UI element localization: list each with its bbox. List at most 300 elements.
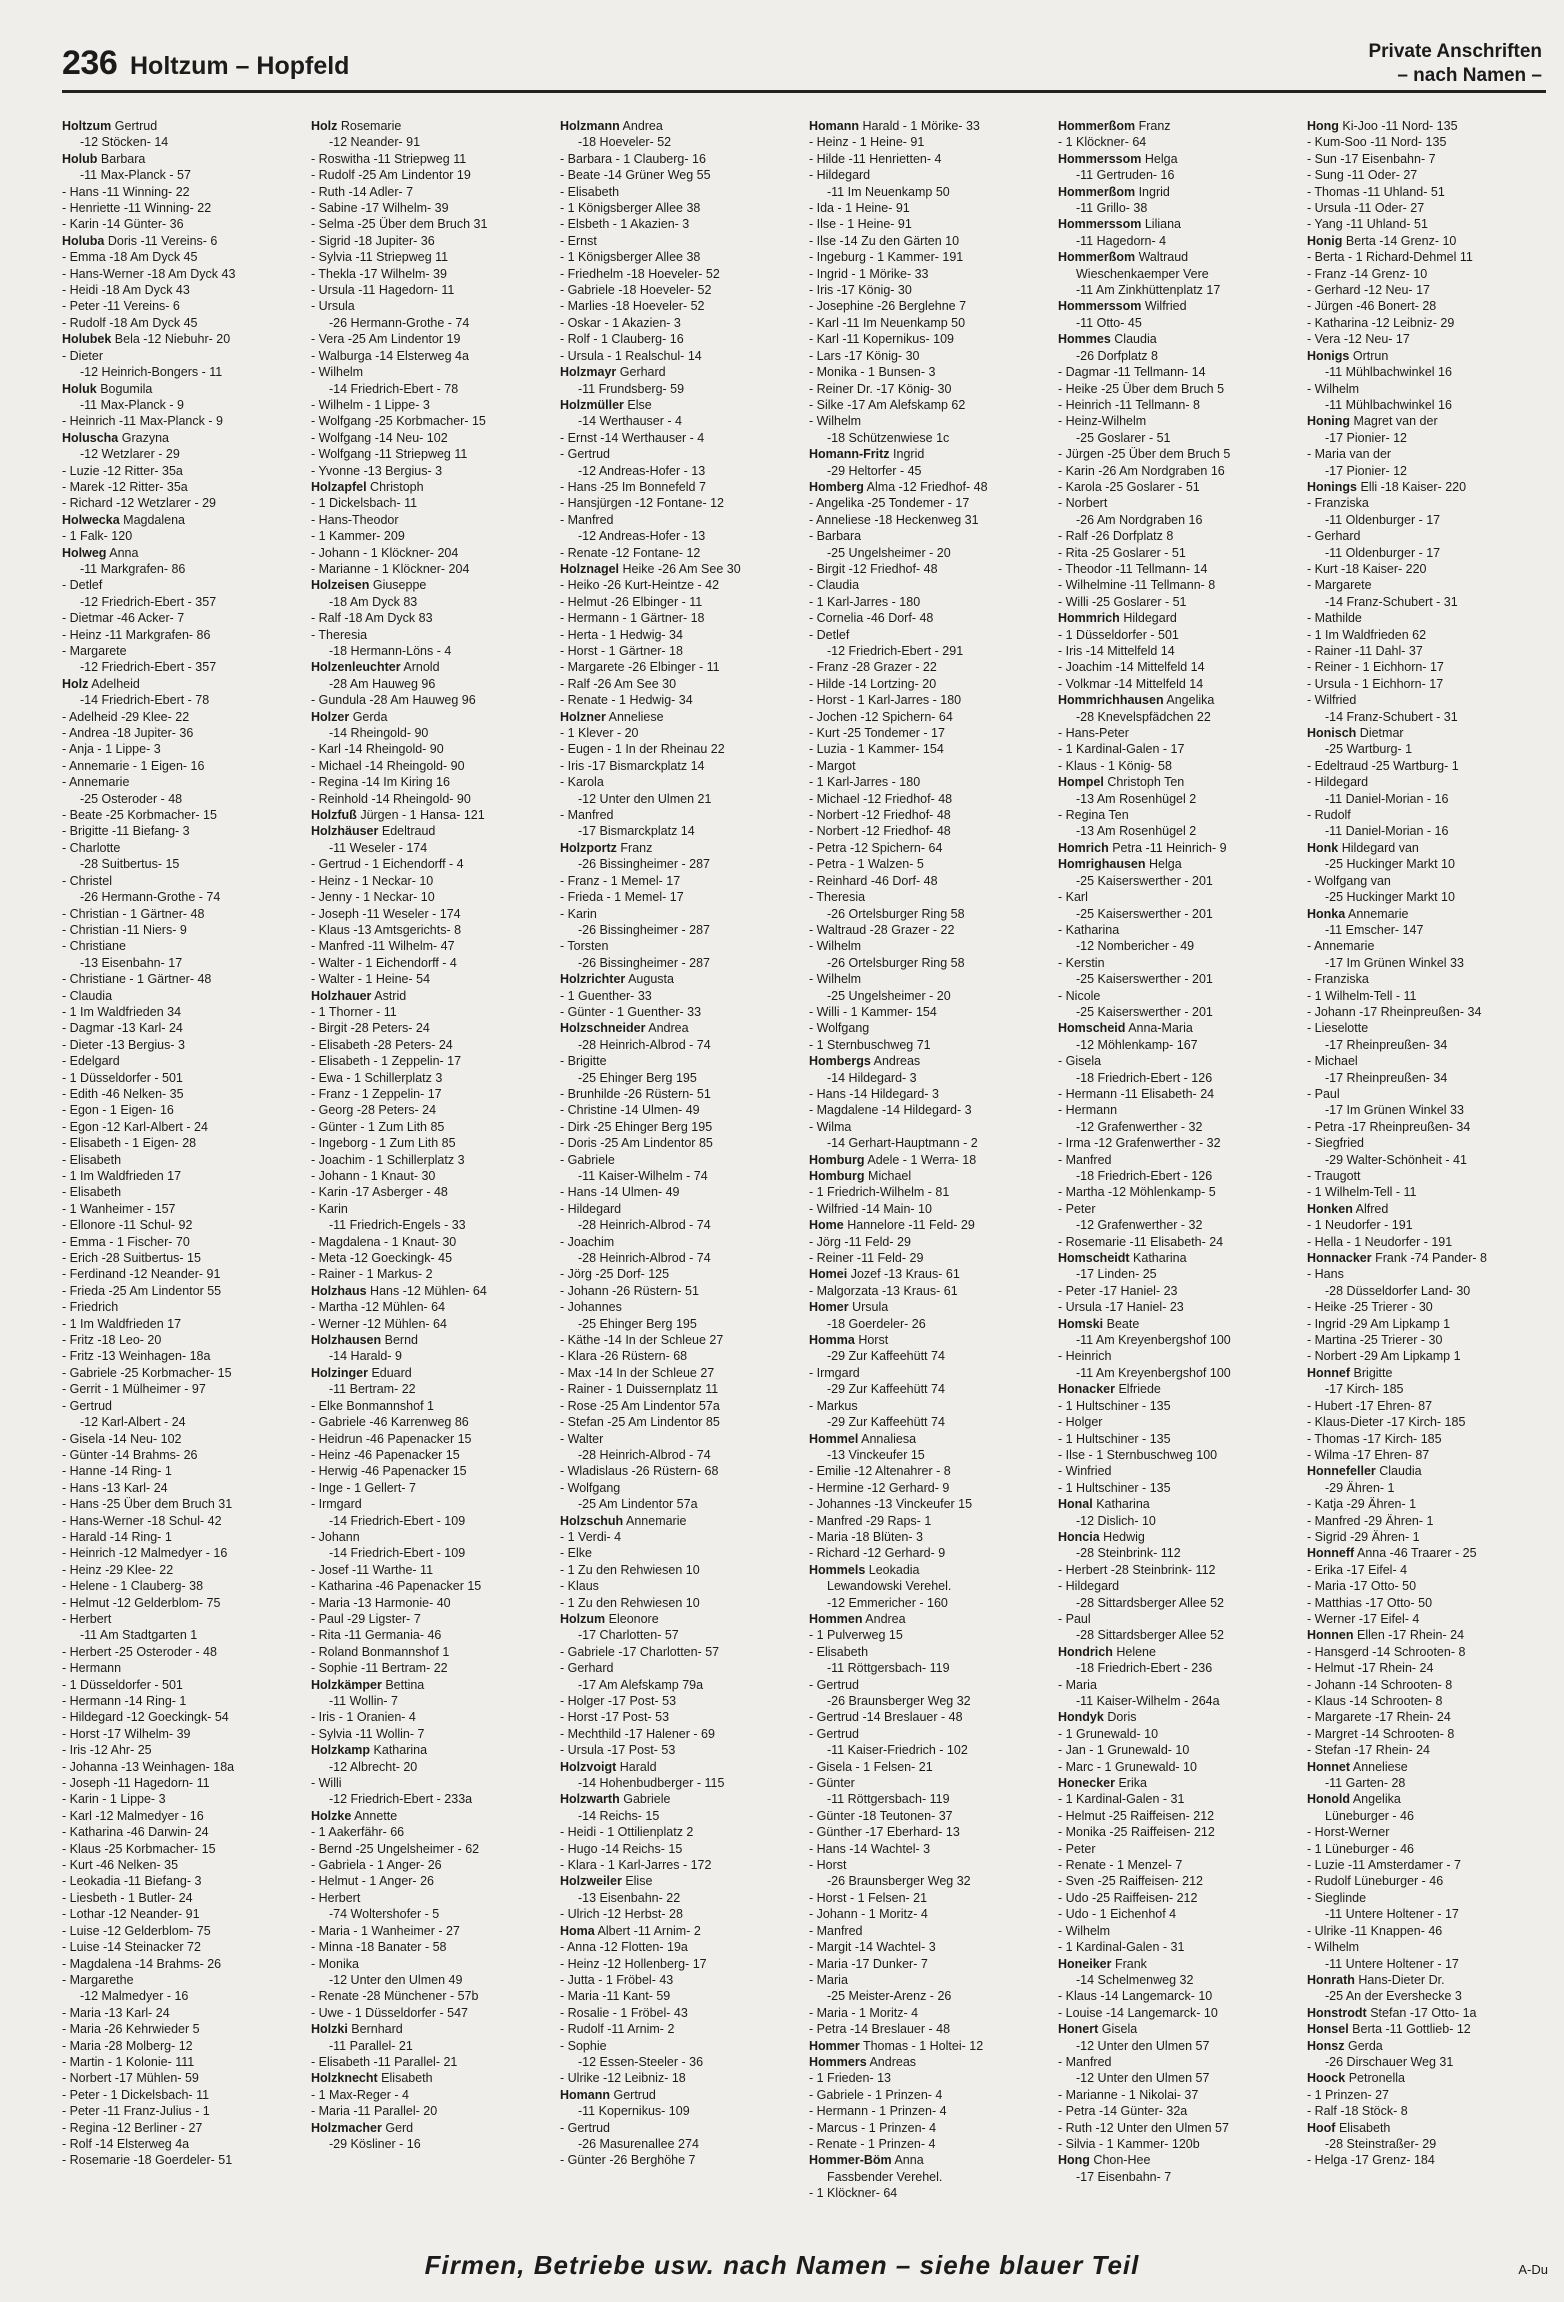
surname: Honnacker <box>1307 1251 1372 1266</box>
directory-line <box>62 282 299 298</box>
directory-line <box>311 331 548 347</box>
entry-text: -11 Röttgersbach- 119 <box>827 1792 950 1807</box>
entry-text: -28 Heinrich-Albrod - 74 <box>578 1251 711 1266</box>
surname-entry <box>809 118 1046 134</box>
surname: Holweg <box>62 545 107 560</box>
entry-text: - Hermann -11 Elisabeth- 24 <box>1058 1086 1215 1101</box>
entry-text: Andrea <box>648 1021 689 1036</box>
entry-text: - Lieselotte <box>1307 1021 1369 1036</box>
entry-text: - Silvia - 1 Kammer- 120b <box>1058 2136 1200 2151</box>
directory-line <box>62 889 299 905</box>
directory-line <box>560 1398 797 1414</box>
directory-line <box>1307 922 1544 938</box>
directory-line <box>1058 1480 1295 1496</box>
entry-text: - Horst-Werner <box>1307 1825 1390 1840</box>
entry-text: - Margarethe <box>62 1972 134 1987</box>
entry-text: -11 Daniel-Morian - 16 <box>1325 824 1449 839</box>
entry-text: -14 Friedrich-Ebert - 109 <box>329 1546 466 1561</box>
surname: Honings <box>1307 479 1357 494</box>
entry-text: -29 Zur Kaffeehütt 74 <box>827 1415 945 1430</box>
entry-text: - Joachim <box>560 1234 615 1249</box>
directory-line <box>1307 1644 1544 1660</box>
entry-text: Ingrid <box>1138 184 1170 199</box>
directory-line <box>809 594 1046 610</box>
entry-text: -11 Am Kreyenbergshof 100 <box>1076 1333 1231 1348</box>
directory-line <box>62 2120 299 2136</box>
entry-text: -28 Knevelspfädchen 22 <box>1076 709 1211 724</box>
directory-line <box>1307 2136 1544 2152</box>
directory-line <box>1307 561 1544 577</box>
entry-text: - Edeltraud -25 Wartburg- 1 <box>1307 758 1459 773</box>
directory-line <box>311 1086 548 1102</box>
surname: Honka <box>1307 906 1346 921</box>
entry-text: - Johann <box>311 1529 360 1544</box>
surname-entry <box>1058 184 1295 200</box>
entry-text: - Heinrich -12 Malmedyer - 16 <box>62 1546 228 1561</box>
entry-text: Annemarie <box>1348 906 1409 921</box>
entry-text: - 1 Im Waldfrieden 62 <box>1307 627 1427 642</box>
surname: Holuba <box>62 233 105 248</box>
entry-text: - Petra -14 Breslauer - 48 <box>809 2022 951 2037</box>
directory-line <box>1058 577 1295 593</box>
directory-line <box>62 167 299 183</box>
entry-text: - Manfred -29 Ähren- 1 <box>1307 1513 1434 1528</box>
surname-entry <box>809 446 1046 462</box>
entry-text: -28 Düsseldorfer Land- 30 <box>1325 1283 1471 1298</box>
directory-line <box>560 1217 797 1233</box>
directory-line <box>560 922 797 938</box>
directory-line <box>1058 200 1295 216</box>
surname: Holzeisen <box>311 578 370 593</box>
entry-text: - Karin -26 Am Nordgraben 16 <box>1058 463 1225 478</box>
entry-text: - Hildegard <box>809 168 871 183</box>
entry-text: - Maria -13 Karl- 24 <box>62 2005 170 2020</box>
entry-text: - Elisabeth <box>560 184 620 199</box>
surname: Home <box>809 1218 844 1233</box>
entry-text: - Matthias -17 Otto- 50 <box>1307 1595 1433 1610</box>
entry-text: -12 Emmericher - 160 <box>827 1595 948 1610</box>
entry-text: -14 Schelmenweg 32 <box>1076 1972 1194 1987</box>
entry-text: - Ursula -17 Haniel- 23 <box>1058 1300 1184 1315</box>
entry-text: - Hans -25 Über dem Bruch 31 <box>62 1497 233 1512</box>
entry-text: - Harald -14 Ring- 1 <box>62 1529 172 1544</box>
entry-text: -28 Steinstraßer- 29 <box>1325 2136 1437 2151</box>
entry-text: - Günter - 1 Guenther- 33 <box>560 1004 702 1019</box>
entry-text: - Johann - 1 Klöckner- 204 <box>311 545 459 560</box>
directory-line <box>560 627 797 643</box>
directory-line <box>62 1562 299 1578</box>
directory-line <box>560 1184 797 1200</box>
directory-line <box>62 463 299 479</box>
surname-entry <box>311 1332 548 1348</box>
directory-line <box>809 988 1046 1004</box>
directory-line <box>560 1972 797 1988</box>
directory-line <box>560 692 797 708</box>
directory-line <box>1307 1742 1544 1758</box>
directory-line <box>62 2136 299 2152</box>
directory-line <box>560 1824 797 1840</box>
directory-line <box>1307 1677 1544 1693</box>
entry-text: Katharina <box>1133 1251 1187 1266</box>
entry-text: -11 Frundsberg- 59 <box>578 381 685 396</box>
surname: Hommerssom <box>1058 151 1142 166</box>
surname-entry <box>560 1759 797 1775</box>
directory-line <box>1058 528 1295 544</box>
directory-line <box>62 627 299 643</box>
directory-line <box>1307 1709 1544 1725</box>
directory-line <box>1058 1693 1295 1709</box>
entry-text: - Karola -25 Goslarer - 51 <box>1058 479 1200 494</box>
entry-text: - Egon -12 Karl-Albert - 24 <box>62 1119 208 1134</box>
directory-line <box>1307 1611 1544 1627</box>
entry-text: -18 Friedrich-Ebert - 236 <box>1076 1661 1213 1676</box>
entry-text: - Petra -14 Günter- 32a <box>1058 2104 1188 2119</box>
directory-line <box>62 315 299 331</box>
directory-line <box>1307 692 1544 708</box>
entry-text: - 1 Klever - 20 <box>560 726 639 741</box>
entry-text: - Petra -12 Spichern- 64 <box>809 840 943 855</box>
directory-line <box>1058 1742 1295 1758</box>
surname-entry <box>809 1332 1046 1348</box>
directory-line <box>62 1266 299 1282</box>
entry-text: - Wolfgang <box>560 1480 621 1495</box>
directory-line <box>62 791 299 807</box>
surname-entry <box>1058 1956 1295 1972</box>
directory-line <box>1058 889 1295 905</box>
directory-line <box>62 2103 299 2119</box>
entry-text: -11 Markgrafen- 86 <box>80 561 186 576</box>
entry-text: - Joseph -11 Hagedorn- 11 <box>62 1776 210 1791</box>
entry-text: - Joachim - 1 Schillerplatz 3 <box>311 1152 465 1167</box>
directory-line <box>62 1332 299 1348</box>
entry-text: Adele - 1 Werra- 18 <box>867 1152 977 1167</box>
surname-entry <box>560 1020 797 1036</box>
directory-line <box>62 906 299 922</box>
entry-text: Annette <box>354 1808 398 1823</box>
directory-line <box>1307 1988 1544 2004</box>
entry-text: -25 Goslarer - 51 <box>1076 430 1171 445</box>
directory-line <box>1058 1562 1295 1578</box>
entry-text: - Theresia <box>311 627 368 642</box>
directory-line <box>311 561 548 577</box>
directory-line <box>809 1365 1046 1381</box>
entry-text: - Dieter <box>62 348 103 363</box>
directory-line <box>311 184 548 200</box>
directory-line <box>1307 512 1544 528</box>
directory-line <box>62 1578 299 1594</box>
directory-line <box>560 906 797 922</box>
entry-text: - Heinz -12 Hollenberg- 17 <box>560 1956 707 1971</box>
directory-line <box>1307 1086 1544 1102</box>
directory-line <box>560 1381 797 1397</box>
directory-line <box>62 577 299 593</box>
surname: Homa <box>560 1923 595 1938</box>
directory-line <box>1058 1873 1295 1889</box>
directory-line <box>1058 1906 1295 1922</box>
directory-line <box>560 1742 797 1758</box>
surname: Hompel <box>1058 775 1104 790</box>
entry-text: - Hermann - 1 Prinzen- 4 <box>809 2104 947 2119</box>
directory-line <box>311 1201 548 1217</box>
directory-line <box>311 446 548 462</box>
entry-text: - Rose -25 Am Lindentor 57a <box>560 1398 720 1413</box>
entry-text: - Gerrit - 1 Mülheimer - 97 <box>62 1382 206 1397</box>
entry-text: -11 Garten- 28 <box>1325 1776 1406 1791</box>
entry-text: -11 Bertram- 22 <box>329 1382 416 1397</box>
directory-line <box>560 528 797 544</box>
directory-line <box>809 889 1046 905</box>
surname-entry <box>1307 1545 1544 1561</box>
directory-line <box>311 266 548 282</box>
entry-text: -26 Bissingheimer - 287 <box>578 955 711 970</box>
entry-text: Horst <box>858 1333 889 1348</box>
entry-text: - Maria -17 Otto- 50 <box>1307 1579 1417 1594</box>
entry-text: - Heinz-Wilhelm <box>1058 414 1147 429</box>
directory-line <box>560 1496 797 1512</box>
entry-text: Ortrun <box>1352 348 1389 363</box>
entry-text: - Johannes <box>560 1300 622 1315</box>
surname: Honacker <box>1058 1382 1115 1397</box>
entry-text: - Ursula - 1 Realschul- 14 <box>560 348 702 363</box>
directory-line <box>311 971 548 987</box>
directory-line <box>1058 1841 1295 1857</box>
entry-text: - Günther -17 Eberhard- 13 <box>809 1825 960 1840</box>
entry-text: Franz <box>620 840 653 855</box>
entry-text: - Rudolf -11 Arnim- 2 <box>560 2022 675 2037</box>
entry-text: - Klaus -14 Schrooten- 8 <box>1307 1694 1443 1708</box>
entry-text: - Hildegard <box>1307 775 1369 790</box>
directory-line <box>311 2005 548 2021</box>
entry-text: Ursula <box>852 1300 889 1315</box>
surname: Holzknecht <box>311 2071 378 2086</box>
directory-line <box>62 807 299 823</box>
surname-entry <box>560 1873 797 1889</box>
entry-text: - Ursula -11 Hagedorn- 11 <box>311 283 455 298</box>
entry-text: - Brunhilde -26 Rüstern- 51 <box>560 1086 711 1101</box>
entry-text: Berta -11 Gottlieb- 12 <box>1352 2022 1471 2037</box>
directory-line <box>1058 1414 1295 1430</box>
entry-text: - Willi - 1 Kammer- 154 <box>809 1004 937 1019</box>
surname: Holwecka <box>62 512 120 527</box>
directory-line <box>62 1709 299 1725</box>
directory-line <box>560 266 797 282</box>
entry-text: - Johann -17 Rheinpreußen- 34 <box>1307 1004 1482 1019</box>
entry-text: -26 Dorfplatz 8 <box>1076 348 1158 363</box>
directory-line <box>809 381 1046 397</box>
surname-entry <box>62 151 299 167</box>
directory-line <box>311 216 548 232</box>
surname-entry <box>311 1808 548 1824</box>
entry-text: -14 Friedrich-Ebert - 78 <box>80 693 210 708</box>
directory-line <box>809 1545 1046 1561</box>
directory-line <box>809 1972 1046 1988</box>
entry-text: - 1 Kardinal-Galen - 31 <box>1058 1792 1185 1807</box>
directory-line <box>560 1332 797 1348</box>
directory-line <box>311 1693 548 1709</box>
entry-text: - Heidi - 1 Ottilienplatz 2 <box>560 1825 694 1840</box>
directory-line <box>62 1283 299 1299</box>
entry-text: - Hans -14 Hildegard- 3 <box>809 1086 939 1101</box>
entry-text: Petronella <box>1348 2071 1405 2086</box>
entry-text: - Ilse -14 Zu den Gärten 10 <box>809 233 960 248</box>
entry-text: - Johann - 1 Knaut- 30 <box>311 1169 436 1183</box>
directory-line <box>809 2136 1046 2152</box>
entry-text: -26 Bissingheimer - 287 <box>578 922 711 937</box>
directory-line <box>62 1119 299 1135</box>
directory-line <box>62 1316 299 1332</box>
entry-text: - 1 Wilhelm-Tell - 11 <box>1307 988 1417 1003</box>
entry-text: - Lars -17 König- 30 <box>809 348 920 363</box>
directory-line <box>809 1791 1046 1807</box>
entry-text: - Hans <box>1307 1267 1344 1282</box>
entry-text: - Herta - 1 Hedwig- 34 <box>560 627 683 642</box>
directory-line <box>1307 381 1544 397</box>
entry-text: - Margarete -17 Rhein- 24 <box>1307 1710 1451 1725</box>
directory-line <box>1307 627 1544 643</box>
entry-text: - Katharina -46 Papenacker 15 <box>311 1579 482 1594</box>
entry-text: Arnold <box>403 660 440 675</box>
directory-line <box>311 1791 548 1807</box>
directory-line <box>560 1726 797 1742</box>
entry-text: - Gertrud <box>809 1726 860 1741</box>
directory-line <box>1307 2103 1544 2119</box>
directory-line <box>62 758 299 774</box>
corner-code: A-Du <box>1518 2262 1548 2277</box>
directory-line <box>560 1414 797 1430</box>
entry-text: Chon-Hee <box>1093 2153 1151 2168</box>
directory-line <box>62 643 299 659</box>
directory-line <box>311 1562 548 1578</box>
surname-entry <box>1307 233 1544 249</box>
entry-text: - Hanne -14 Ring- 1 <box>62 1464 172 1479</box>
surname: Homma <box>809 1333 855 1348</box>
entry-text: Gerda <box>352 709 388 724</box>
directory-line <box>809 1578 1046 1594</box>
directory-line <box>1307 1119 1544 1135</box>
directory-line <box>809 1644 1046 1660</box>
directory-line <box>62 1939 299 1955</box>
entry-text: Lüneburger - 46 <box>1325 1808 1414 1823</box>
surname: Homrighausen <box>1058 857 1146 872</box>
entry-text: - Maria -18 Blüten- 3 <box>809 1529 923 1544</box>
directory-line <box>1307 873 1544 889</box>
directory-line <box>311 643 548 659</box>
entry-text: - Josephine -26 Berglehne 7 <box>809 299 967 314</box>
entry-text: -12 Malmedyer - 16 <box>80 1989 189 2004</box>
entry-text: - Dagmar -11 Tellmann- 14 <box>1058 365 1206 380</box>
entry-text: - Jürgen -25 Über dem Bruch 5 <box>1058 447 1231 462</box>
entry-text: Alma -12 Friedhof- 48 <box>866 479 988 494</box>
entry-text: - Wilhelm <box>311 365 364 380</box>
directory-line <box>62 1611 299 1627</box>
surname: Hoof <box>1307 2120 1336 2135</box>
directory-line <box>62 1693 299 1709</box>
entry-text: - Ursula -11 Oder- 27 <box>1307 201 1425 216</box>
surname-entry <box>1307 2021 1544 2037</box>
entry-text: - Monika <box>311 1956 359 1971</box>
directory-line <box>1058 676 1295 692</box>
entry-text: Bogumila <box>100 381 153 396</box>
directory-line <box>1307 249 1544 265</box>
entry-text: Katharina <box>1096 1497 1150 1512</box>
directory-line <box>560 1660 797 1676</box>
directory-line <box>311 167 548 183</box>
entry-text: - Friedhelm -18 Hoeveler- 52 <box>560 266 720 281</box>
directory-line <box>1058 1037 1295 1053</box>
entry-text: - 1 Pulverweg 15 <box>809 1628 903 1643</box>
entry-text: - Karl -11 Im Neuenkamp 50 <box>809 315 966 330</box>
entry-text: - Jenny - 1 Neckar- 10 <box>311 890 435 905</box>
directory-line <box>1307 167 1544 183</box>
entry-text: Gertrud <box>613 2087 656 2102</box>
surname-entry <box>560 1513 797 1529</box>
directory-line <box>809 1037 1046 1053</box>
surname-entry <box>1307 2005 1544 2021</box>
surname: Hong <box>1058 2153 1090 2168</box>
directory-line <box>1058 1431 1295 1447</box>
entry-text: - Regina -14 Im Kiring 16 <box>311 775 450 790</box>
entry-text: - 1 Kardinal-Galen - 31 <box>1058 1940 1185 1955</box>
directory-line <box>1058 463 1295 479</box>
entry-text: - Katharina -12 Leibniz- 29 <box>1307 315 1455 330</box>
surname: Homscheid <box>1058 1021 1126 1036</box>
directory-line <box>311 233 548 249</box>
surname: Holzrichter <box>560 972 626 987</box>
directory-line <box>1058 1463 1295 1479</box>
entry-text: - Ulrich -12 Herbst- 28 <box>560 1907 683 1922</box>
directory-line <box>1058 495 1295 511</box>
entry-text: -29 Kösliner - 16 <box>329 2136 421 2151</box>
surname-entry <box>1058 1250 1295 1266</box>
entry-text: -11 Wollin- 7 <box>329 1694 399 1708</box>
entry-text: - Margot <box>809 758 856 773</box>
entry-text: - Lothar -12 Neander- 91 <box>62 1907 200 1922</box>
entry-text: Ingrid <box>893 447 925 462</box>
entry-text: Christoph Ten <box>1107 775 1185 790</box>
entry-text: -18 Friedrich-Ebert - 126 <box>1076 1169 1213 1183</box>
directory-line <box>809 1070 1046 1086</box>
directory-line <box>1307 1956 1544 1972</box>
surname-entry <box>62 381 299 397</box>
entry-text: -25 Meister-Arenz - 26 <box>827 1989 952 2004</box>
entry-text: - Magdalena - 1 Knaut- 30 <box>311 1234 457 1249</box>
entry-text: -11 Mühlbachwinkel 16 <box>1325 365 1452 380</box>
entry-text: -11 Parallel- 21 <box>329 2038 413 2053</box>
surname: Honing <box>1307 414 1351 429</box>
entry-text: -14 Hildegard- 3 <box>827 1070 917 1085</box>
directory-line <box>1058 545 1295 561</box>
surname-entry <box>809 2054 1046 2070</box>
directory-line <box>809 2185 1046 2201</box>
directory-line <box>311 381 548 397</box>
surname: Honrath <box>1307 1972 1355 1987</box>
surname-entry <box>1058 774 1295 790</box>
entry-text: - Hansgerd -14 Schrooten- 8 <box>1307 1644 1466 1659</box>
directory-line <box>311 1545 548 1561</box>
directory-line <box>809 1102 1046 1118</box>
directory-line <box>62 1660 299 1676</box>
entry-text: -11 Oldenburger - 17 <box>1325 512 1441 527</box>
surname-entry <box>1307 2070 1544 2086</box>
surname-entry <box>560 971 797 987</box>
directory-line <box>809 364 1046 380</box>
entry-text: - Michael -14 Rheingold- 90 <box>311 758 465 773</box>
directory-line <box>1058 381 1295 397</box>
directory-line <box>560 446 797 462</box>
entry-text: - Heinrich <box>1058 1349 1112 1364</box>
entry-text: - Gabriele -25 Korbmacher- 15 <box>62 1365 232 1380</box>
entry-text: - 1 Sternbuschweg 71 <box>809 1037 931 1052</box>
